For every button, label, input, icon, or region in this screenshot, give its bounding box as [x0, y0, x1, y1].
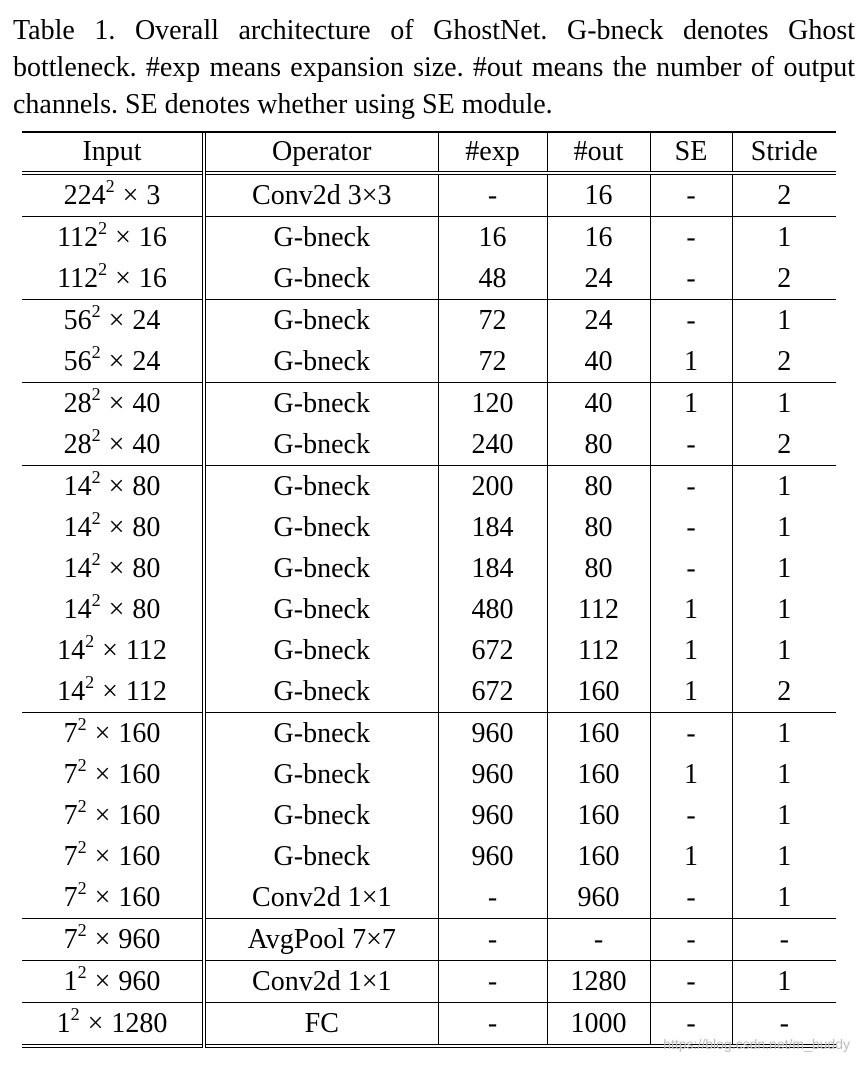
input-exponent: 2: [77, 755, 87, 775]
input-base: 1: [63, 966, 78, 997]
row-group: [22, 919, 836, 961]
cell-operator: G-bneck: [204, 217, 438, 259]
input-exponent: 2: [91, 549, 101, 569]
cell-input: [22, 383, 204, 425]
cell-out: 80: [547, 548, 650, 589]
input-exponent: 2: [91, 425, 101, 445]
table-row: [22, 507, 836, 548]
table-row: [22, 836, 836, 877]
times-symbol: ×: [94, 882, 111, 913]
times-symbol: ×: [94, 924, 111, 955]
cell-out: 24: [547, 258, 650, 300]
cell-input: [22, 548, 204, 589]
cell-out: 24: [547, 300, 650, 342]
times-symbol: ×: [108, 305, 125, 336]
cell-operator: G-bneck: [204, 671, 438, 713]
cell-se: -: [650, 258, 732, 300]
input-base: 7: [63, 800, 78, 831]
cell-se: 1: [650, 341, 732, 383]
cell-operator: AvgPool 7×7: [204, 919, 438, 961]
input-channels: 112: [125, 676, 167, 707]
input-channels: 1280: [111, 1008, 168, 1039]
times-symbol: ×: [94, 966, 111, 997]
header-input: Input: [82, 136, 142, 167]
cell-operator: G-bneck: [204, 589, 438, 630]
row-group: [22, 961, 836, 1003]
cell-operator: G-bneck: [204, 548, 438, 589]
times-symbol: ×: [108, 471, 125, 502]
input-base: 14: [63, 553, 92, 584]
input-channels: 24: [132, 346, 161, 377]
cell-stride: 1: [732, 300, 836, 342]
input-channels: 80: [132, 471, 161, 502]
cell-operator: Conv2d 1×1: [204, 877, 438, 919]
table-row: [22, 589, 836, 630]
cell-exp: 200: [438, 466, 547, 508]
cell-exp: 960: [438, 836, 547, 877]
input-channels: 80: [132, 512, 161, 543]
input-channels: 160: [118, 841, 161, 872]
cell-out: -: [547, 919, 650, 961]
cell-input: [22, 671, 204, 713]
cell-stride: 1: [732, 754, 836, 795]
cell-input: [22, 919, 204, 961]
cell-input: [22, 754, 204, 795]
input-base: 14: [63, 512, 92, 543]
cell-stride: -: [732, 919, 836, 961]
table-row: [22, 630, 836, 671]
cell-se: 1: [650, 671, 732, 713]
times-symbol: ×: [108, 512, 125, 543]
header-row: [22, 133, 836, 173]
cell-out: 160: [547, 795, 650, 836]
input-exponent: 2: [91, 467, 101, 487]
header-stride: Stride: [732, 133, 836, 173]
cell-stride: 1: [732, 466, 836, 508]
input-channels: 16: [138, 222, 167, 253]
cell-stride: 1: [732, 961, 836, 1003]
header-se: SE: [650, 133, 732, 173]
input-channels: 160: [118, 882, 161, 913]
cell-se: 1: [650, 589, 732, 630]
cell-se: -: [650, 507, 732, 548]
input-channels: 80: [132, 594, 161, 625]
input-base: 7: [63, 924, 78, 955]
times-symbol: ×: [102, 635, 118, 666]
cell-input: [22, 1003, 204, 1047]
cell-operator: Conv2d 3×3: [204, 173, 438, 217]
cell-stride: 2: [732, 341, 836, 383]
cell-exp: -: [438, 919, 547, 961]
times-symbol: ×: [108, 346, 125, 377]
cell-input: [22, 466, 204, 508]
times-symbol: ×: [94, 841, 111, 872]
cell-se: -: [650, 424, 732, 466]
cell-operator: G-bneck: [204, 836, 438, 877]
times-symbol: ×: [108, 388, 125, 419]
input-base: 28: [63, 388, 92, 419]
cell-operator: G-bneck: [204, 630, 438, 671]
cell-operator: G-bneck: [204, 795, 438, 836]
cell-stride: 1: [732, 507, 836, 548]
cell-se: 1: [650, 754, 732, 795]
cell-se: -: [650, 795, 732, 836]
cell-se: -: [650, 548, 732, 589]
cell-operator: G-bneck: [204, 383, 438, 425]
input-exponent: 2: [77, 962, 87, 982]
table-row: [22, 424, 836, 466]
cell-input: [22, 341, 204, 383]
table-row: [22, 383, 836, 425]
times-symbol: ×: [94, 718, 111, 749]
row-group: [22, 713, 836, 919]
input-exponent: 2: [70, 1004, 80, 1024]
cell-operator: G-bneck: [204, 507, 438, 548]
cell-out: 80: [547, 424, 650, 466]
cell-exp: -: [438, 877, 547, 919]
cell-operator: FC: [204, 1003, 438, 1047]
cell-operator: G-bneck: [204, 258, 438, 300]
table-row: [22, 217, 836, 259]
input-base: 7: [63, 718, 78, 749]
table-row: [22, 548, 836, 589]
input-channels: 960: [118, 966, 161, 997]
times-symbol: ×: [108, 429, 125, 460]
cell-operator: G-bneck: [204, 300, 438, 342]
cell-stride: 1: [732, 548, 836, 589]
cell-exp: 16: [438, 217, 547, 259]
cell-exp: 48: [438, 258, 547, 300]
input-channels: 24: [132, 305, 161, 336]
input-exponent: 2: [98, 218, 108, 238]
cell-out: 112: [547, 589, 650, 630]
cell-stride: 2: [732, 258, 836, 300]
cell-out: 1000: [547, 1003, 650, 1047]
cell-input: [22, 795, 204, 836]
table-row: [22, 919, 836, 961]
cell-se: 1: [650, 383, 732, 425]
cell-out: 160: [547, 713, 650, 755]
cell-input: [22, 424, 204, 466]
cell-out: 16: [547, 217, 650, 259]
cell-exp: 960: [438, 713, 547, 755]
input-base: 56: [63, 346, 92, 377]
cell-se: -: [650, 300, 732, 342]
cell-operator: G-bneck: [204, 341, 438, 383]
input-base: 112: [57, 263, 99, 294]
cell-out: 1280: [547, 961, 650, 1003]
times-symbol: ×: [94, 800, 111, 831]
cell-out: 40: [547, 341, 650, 383]
input-channels: 16: [138, 263, 167, 294]
cell-exp: -: [438, 961, 547, 1003]
header-out: #out: [547, 133, 650, 173]
cell-out: 160: [547, 836, 650, 877]
cell-input: [22, 836, 204, 877]
header-operator: Operator: [204, 133, 438, 173]
cell-out: 960: [547, 877, 650, 919]
input-exponent: 2: [77, 837, 87, 857]
cell-out: 160: [547, 671, 650, 713]
input-channels: 112: [125, 635, 167, 666]
input-exponent: 2: [91, 384, 101, 404]
cell-out: 40: [547, 383, 650, 425]
cell-stride: 1: [732, 630, 836, 671]
input-base: 14: [57, 635, 86, 666]
cell-input: [22, 630, 204, 671]
table-row: [22, 754, 836, 795]
input-exponent: 2: [91, 508, 101, 528]
row-group: [22, 217, 836, 300]
row-group: [22, 300, 836, 383]
cell-se: -: [650, 1003, 732, 1047]
cell-stride: 1: [732, 589, 836, 630]
times-symbol: ×: [87, 1008, 104, 1039]
input-exponent: 2: [85, 631, 95, 651]
input-base: 7: [63, 882, 78, 913]
cell-stride: 1: [732, 217, 836, 259]
input-exponent: 2: [91, 342, 101, 362]
cell-out: 112: [547, 630, 650, 671]
cell-exp: 72: [438, 300, 547, 342]
input-base: 28: [63, 429, 92, 460]
cell-exp: 960: [438, 795, 547, 836]
cell-se: -: [650, 217, 732, 259]
cell-stride: 2: [732, 671, 836, 713]
cell-stride: 1: [732, 713, 836, 755]
watermark: https://blog.csdn.net/m_buddy: [663, 1036, 850, 1052]
cell-exp: 120: [438, 383, 547, 425]
input-channels: 160: [118, 718, 161, 749]
cell-exp: -: [438, 173, 547, 217]
input-exponent: 2: [77, 714, 87, 734]
input-channels: 160: [118, 800, 161, 831]
cell-exp: 480: [438, 589, 547, 630]
input-base: 14: [63, 594, 92, 625]
input-exponent: 2: [98, 259, 108, 279]
input-base: 1: [56, 1008, 71, 1039]
table-row: [22, 173, 836, 217]
input-base: 112: [57, 222, 99, 253]
cell-se: 1: [650, 836, 732, 877]
times-symbol: ×: [108, 553, 125, 584]
cell-operator: G-bneck: [204, 713, 438, 755]
cell-exp: 72: [438, 341, 547, 383]
input-channels: 40: [132, 429, 161, 460]
table-row: [22, 961, 836, 1003]
cell-stride: 1: [732, 836, 836, 877]
cell-stride: 1: [732, 877, 836, 919]
cell-input: [22, 507, 204, 548]
times-symbol: ×: [115, 222, 131, 253]
cell-operator: G-bneck: [204, 466, 438, 508]
table-row: [22, 300, 836, 342]
table-caption: Table 1. Overall architecture of GhostNet. G-bneck denotes Ghost bottleneck. #exp means expansion size. #out means the number of output channels. SE denotes whether using SE module.: [13, 15, 855, 120]
input-channels: 960: [118, 924, 161, 955]
cell-out: 80: [547, 466, 650, 508]
cell-input: [22, 300, 204, 342]
times-symbol: ×: [102, 676, 118, 707]
times-symbol: ×: [122, 180, 139, 211]
cell-stride: 1: [732, 383, 836, 425]
input-base: 224: [63, 180, 106, 211]
cell-stride: 1: [732, 795, 836, 836]
table-row: [22, 877, 836, 919]
cell-stride: 2: [732, 173, 836, 217]
table-row: [22, 258, 836, 300]
table-header: [22, 133, 836, 173]
cell-se: -: [650, 173, 732, 217]
times-symbol: ×: [115, 263, 131, 294]
cell-exp: 184: [438, 507, 547, 548]
input-channels: 80: [132, 553, 161, 584]
architecture-table-container: [22, 131, 836, 1048]
input-base: 14: [57, 676, 86, 707]
input-exponent: 2: [91, 590, 101, 610]
input-channels: 160: [118, 759, 161, 790]
cell-se: -: [650, 919, 732, 961]
cell-stride: -: [732, 1003, 836, 1047]
cell-se: -: [650, 466, 732, 508]
input-exponent: 2: [77, 920, 87, 940]
cell-input: [22, 877, 204, 919]
input-base: 7: [63, 759, 78, 790]
cell-se: -: [650, 961, 732, 1003]
cell-input: [22, 258, 204, 300]
table-row: [22, 713, 836, 755]
cell-exp: 960: [438, 754, 547, 795]
table-row: [22, 795, 836, 836]
cell-input: [22, 713, 204, 755]
cell-stride: 2: [732, 424, 836, 466]
input-base: 7: [63, 841, 78, 872]
cell-se: -: [650, 713, 732, 755]
cell-input: [22, 217, 204, 259]
input-exponent: 2: [85, 672, 95, 692]
input-exponent: 2: [77, 878, 87, 898]
cell-operator: G-bneck: [204, 424, 438, 466]
cell-operator: Conv2d 1×1: [204, 961, 438, 1003]
input-exponent: 2: [77, 796, 87, 816]
cell-exp: 184: [438, 548, 547, 589]
row-group: [22, 466, 836, 713]
cell-se: 1: [650, 630, 732, 671]
cell-input: [22, 173, 204, 217]
cell-exp: -: [438, 1003, 547, 1047]
row-group: [22, 173, 836, 217]
input-exponent: 2: [105, 176, 115, 196]
table-row: [22, 466, 836, 508]
cell-out: 80: [547, 507, 650, 548]
cell-out: 160: [547, 754, 650, 795]
table-row: [22, 341, 836, 383]
table-row: [22, 671, 836, 713]
input-exponent: 2: [91, 301, 101, 321]
cell-operator: G-bneck: [204, 754, 438, 795]
input-channels: 3: [146, 180, 161, 211]
header-exp: #exp: [438, 133, 547, 173]
cell-exp: 672: [438, 630, 547, 671]
cell-input: [22, 589, 204, 630]
input-base: 56: [63, 305, 92, 336]
times-symbol: ×: [108, 594, 125, 625]
cell-exp: 672: [438, 671, 547, 713]
cell-se: -: [650, 877, 732, 919]
input-base: 14: [63, 471, 92, 502]
cell-out: 16: [547, 173, 650, 217]
times-symbol: ×: [94, 759, 111, 790]
cell-exp: 240: [438, 424, 547, 466]
input-channels: 40: [132, 388, 161, 419]
architecture-table: [22, 133, 836, 1048]
cell-input: [22, 961, 204, 1003]
row-group: [22, 383, 836, 466]
